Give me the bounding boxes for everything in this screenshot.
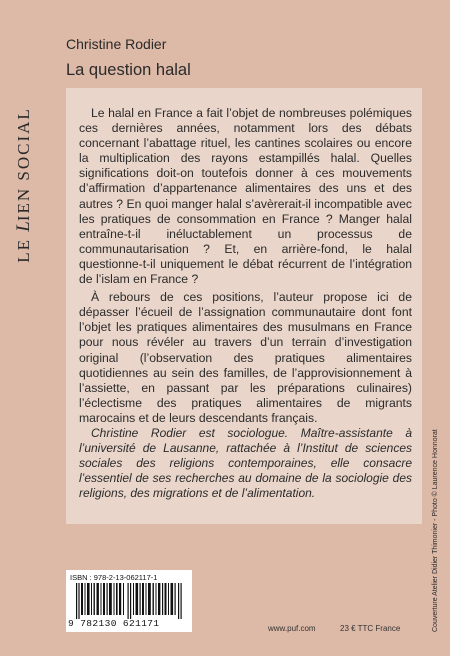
blurb-paragraph-1: Le halal en France a fait l’objet de nombreuses polémiques ces dernières années, notamment lors des débats concernant l’abattage rituel, les cantines scolaires ou encore la multiplication des rayons estampillés halal. Quelles significations doit-on toutefois donner à ces mouvements d’affirmation d’appartenance alimentaires des uns et des autres ? En quoi manger halal s’avèrerait-il incompatible avec les pratiques de consommation en France ? Manger halal entraîne-t-il inéluctablement un processus de communautarisation ? Et, en arrière-fond, le halal questionne-t-il uniquement le débat récurrent de l’intégration de l’islam en France ? xyxy=(79,106,412,287)
author-bio xyxy=(79,426,412,501)
cover-credits-text: Couverture Atelier Didier Thimonier - Photo © Laurence Honnorat xyxy=(432,429,439,632)
series-script-letter: L xyxy=(13,221,34,232)
series-rest: IEN SOCIAL xyxy=(14,107,33,222)
barcode-box xyxy=(66,570,192,632)
series-prefix: LE xyxy=(14,231,33,263)
author-bio-text: Christine Rodier est sociologue. Maître-assistante à l’université de Lausanne, rattachée à l’Institut de sciences sociales des religions contemporaines, elle consacre l’essentiel de ses recherches au domaine de la sociologie des religions, des migrations et de l’alimentation. xyxy=(79,426,412,501)
isbn-label: ISBN : 978-2-13-062117-1 xyxy=(70,573,158,582)
barcode-icon xyxy=(76,583,184,619)
barcode-digits: 9 782130 621171 xyxy=(68,618,160,629)
blurb-panel xyxy=(66,88,422,524)
author-name: Christine Rodier xyxy=(66,36,167,52)
blurb-paragraph-2: À rebours de ces positions, l’auteur propose ici de dépasser l’écueil de l’assignation communautaire dont font l’objet les pratiques alimentaires des musulmans en France pour nous révéler au travers d’un terrain d’investigation original (l’observation des pratiques alimentaires quotidiennes au sein des familles, de l’approvisionnement à l’assiette, en passant par les préparations culinaires) l’éclectisme des pratiques alimentaires de migrants marocains et de leurs descendants français. xyxy=(79,290,412,425)
blurb-text xyxy=(79,106,412,426)
series-label xyxy=(14,100,34,270)
publisher-website: www.puf.com xyxy=(268,624,316,633)
price-label: 23 € TTC France xyxy=(340,624,401,633)
book-title: La question halal xyxy=(66,61,191,79)
